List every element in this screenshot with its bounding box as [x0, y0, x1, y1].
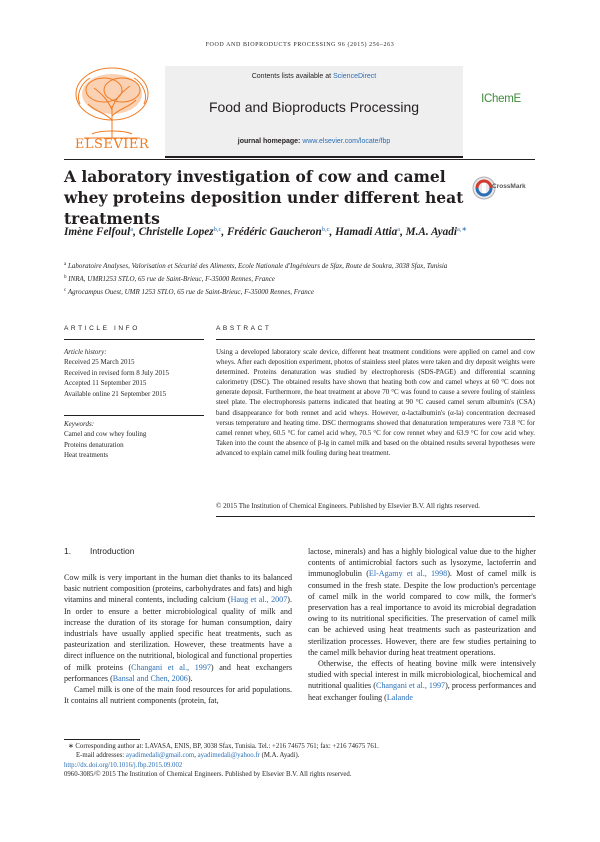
body-column-right [308, 546, 536, 703]
journal-title: Food and Bioproducts Processing [208, 99, 420, 115]
body-text: lactose, minerals) and has a highly biological value due to the higher contents of antimicrobial factors such as lysozyme, lactoferrin and immunoglobulin ( [308, 547, 536, 579]
abstract-heading: ABSTRACT [216, 325, 272, 332]
author-name[interactable]: Imène Felfoul [64, 226, 131, 238]
body-column-left [64, 572, 292, 706]
author-name[interactable]: M.A. Ayadi [405, 226, 457, 238]
email-link[interactable]: ayadimedali@yahoo.fr [197, 752, 260, 760]
icheme-logo: IChemE [481, 93, 521, 105]
article-info-divider [64, 339, 204, 340]
issn-line: 0960-3085/© 2015 The Institution of Chemical Engineers. Published by Elsevier B.V. All rights reserved. [64, 770, 352, 778]
article-history [64, 347, 204, 399]
author-affiliation-marker[interactable]: b,c [321, 226, 330, 233]
history-received: Received 25 March 2015 [64, 358, 135, 367]
author-name[interactable]: Frédéric Gaucheron [226, 226, 322, 238]
abstract-bottom-divider [216, 516, 535, 517]
contents-prefix: Contents lists available at [251, 73, 334, 80]
elsevier-wordmark: ELSEVIER [74, 137, 150, 152]
keywords [64, 419, 204, 461]
footnote-divider [64, 739, 140, 740]
section-heading [64, 546, 134, 556]
affiliation-item [64, 285, 534, 298]
author-affiliation-marker[interactable]: a,∗ [456, 226, 467, 233]
corresponding-author-note: ∗ Corresponding author at: LAVASA, ENIS, BP, 3038 Sfax, Tunisia. Tel.: +216 74675 761; fax: +216 74675 761. [68, 743, 379, 750]
affiliation-marker: b [64, 275, 67, 280]
author-affiliation-marker[interactable]: b,c [213, 226, 222, 233]
body-text: Otherwise, the effects of heating bovine milk were intensively studied with special interest in milk microbiological, biochemical and nutritional qualities ( [308, 659, 536, 691]
citation-link[interactable]: Bansal and Chen, 2006 [112, 673, 188, 683]
author-separator: , [400, 226, 406, 238]
history-accepted: Accepted 11 September 2015 [64, 379, 147, 388]
email-suffix: (M.A. Ayadi). [259, 752, 300, 760]
body-text: Camel milk is one of the main food resources for arid populations. It contains all nutrient components (protein, fat, [64, 685, 292, 706]
keyword-item: Proteins denaturation [64, 440, 124, 449]
email-label: E-mail addresses: [76, 752, 126, 760]
keywords-label: Keywords: [64, 420, 95, 428]
abstract-copyright: © 2015 The Institution of Chemical Engineers. Published by Elsevier B.V. All rights reserved. [216, 502, 480, 510]
body-text: Cow milk is very important in the human diet thanks to its balanced basic nutrient composition (proteins, carbohydrates and fats) and high vitamins and mineral contents, including calcium ( [64, 573, 292, 605]
affiliation-list [64, 259, 534, 298]
affiliation-text: INRA, UMR1253 STLO, 65 rue de Saint-Brieuc, F-35000 Rennes, France [66, 275, 275, 283]
citation-link[interactable]: Haug et al., 2007 [230, 595, 288, 605]
email-separator: , [194, 752, 198, 760]
author-name[interactable]: Hamadi Attia [335, 226, 398, 238]
affiliation-text: Agrocampus Ouest, UMR 1253 STLO, 65 rue de Saint-Brieuc, F-35000 Rennes, France [66, 288, 314, 296]
masthead-divider [64, 159, 535, 160]
icheme-logo-box[interactable] [467, 60, 535, 156]
body-paragraph [64, 572, 292, 684]
section-title: Introduction [90, 546, 135, 556]
affiliation-item [64, 272, 534, 285]
history-revised: Received in revised form 8 July 2015 [64, 368, 169, 377]
body-paragraph [64, 684, 292, 706]
author-affiliation-marker[interactable]: a [130, 226, 134, 233]
keyword-item: Heat treatments [64, 451, 109, 460]
history-label: Article history: [64, 348, 107, 356]
body-text: ). [187, 673, 193, 683]
author-separator: , [221, 226, 227, 238]
citation-link[interactable]: Changani et al., 1997 [131, 662, 211, 672]
crossmark-label: CrossMark [492, 183, 526, 190]
section-number: 1. [64, 546, 72, 556]
author-separator: , [133, 226, 139, 238]
author-affiliation-marker[interactable]: a [397, 226, 401, 233]
body-text: ). In order to ensure a better microbiological quality of milk and increase the duration of its storage for human consumption, dairy industrials have usually applied specific heat treatments, such as pasteurization and sterilization. However, these treatments have a direct influence on the nutritional, biological and functional properties of milk proteins ( [64, 595, 292, 672]
article-info-heading: ARTICLE INFO [64, 325, 140, 332]
email-line [64, 751, 535, 760]
citation-link[interactable]: El-Agamy et al., 1998 [368, 569, 448, 579]
body-text: ) and heat exchangers performances ( [64, 662, 292, 683]
sciencedirect-link[interactable]: ScienceDirect [333, 73, 377, 80]
affiliation-item [64, 259, 534, 272]
doi-link[interactable]: http://dx.doi.org/10.1016/j.fbp.2015.09.002 [64, 761, 183, 769]
journal-homepage [165, 138, 463, 145]
article-title: A laboratory investigation of cow and camel whey proteins deposition under different heat treatments [64, 167, 464, 228]
keywords-divider [64, 415, 204, 416]
history-online: Available online 21 September 2015 [64, 389, 167, 398]
body-paragraph [308, 546, 536, 658]
affiliation-marker: c [64, 288, 67, 293]
affiliation-marker: a [64, 262, 67, 267]
author-list [64, 222, 534, 241]
author-separator: , [329, 226, 336, 238]
body-text: ). Most of camel milk is consumed in the fresh state. Despite the low production's percentage of camel milk in the world compared to cow milk, the former's preservation has a real importance to avoid its microbial degradation owing to its nutritional specificities. The preservation of camel milk can be achieved using heat treatments such as pasteurization and sterilization processes. However, there are few studies pertaining to the camel milk behavior during heat treatment operations. [308, 569, 536, 657]
affiliation-text: Laboratoire Analyses, Valorisation et Sécurité des Aliments, Ecole Nationale d'Ingénieurs de Sfax, Route de Soukra, 3038 Sfax, Tunisia [66, 262, 448, 270]
keyword-item: Camel and cow whey fouling [64, 430, 147, 439]
citation-link[interactable]: Lalande [386, 692, 413, 702]
footnotes [64, 742, 535, 779]
body-paragraph [308, 658, 536, 703]
author-name[interactable]: Christelle Lopez [138, 226, 214, 238]
citation-link[interactable]: Changani et al., 1997 [375, 681, 446, 691]
homepage-label: journal homepage: [237, 138, 303, 145]
email-link[interactable]: ayadimedali@gmail.com [125, 752, 195, 760]
abstract-divider [216, 339, 535, 340]
abstract-body: Using a developed laboratory scale device, different heat treatment conditions were applied on camel and cow wheys. After each deposition experiment, photos of stainless steel plates were taken and dry deposit weights were determined. Proteins denaturation was studied by electrophoresis (SDS-PAGE) and differential scanning calorimetry (DSC). The obtained results have shown that heating both cow and camel wheys at 60 °C does not generate deposit. Furthermore, the heat treatment at above 70 °C was found to cause a severe fouling of stainless steel plate. The electrophoresis patterns indicated that heating at 90 °C caused camel serum albumin's (CSA) band disappearance for both rennet and acid wheys. However, α-lactalbumin's (α-la) concentration decreased versus temperature and heating time. DSC thermograms showed that denaturation temperatures were 73.8 °C for camel rennet whey, 60.5 °C for camel acid whey, 70.5 °C for cow rennet whey and 63.9 °C for cow acid whey. Taken into the count the absence of β-lg in camel milk and based on the obtained results several hypotheses were advanced to explain camel milk fouling during heat treatment. [216, 348, 535, 457]
body-text: ), process performances and heat exchanger fouling ( [308, 681, 536, 702]
running-head: FOOD AND BIOPRODUCTS PROCESSING 96 (2015) 256–263 [205, 42, 395, 48]
homepage-link[interactable]: www.elsevier.com/locate/fbp [302, 138, 391, 145]
contents-line [165, 73, 463, 80]
